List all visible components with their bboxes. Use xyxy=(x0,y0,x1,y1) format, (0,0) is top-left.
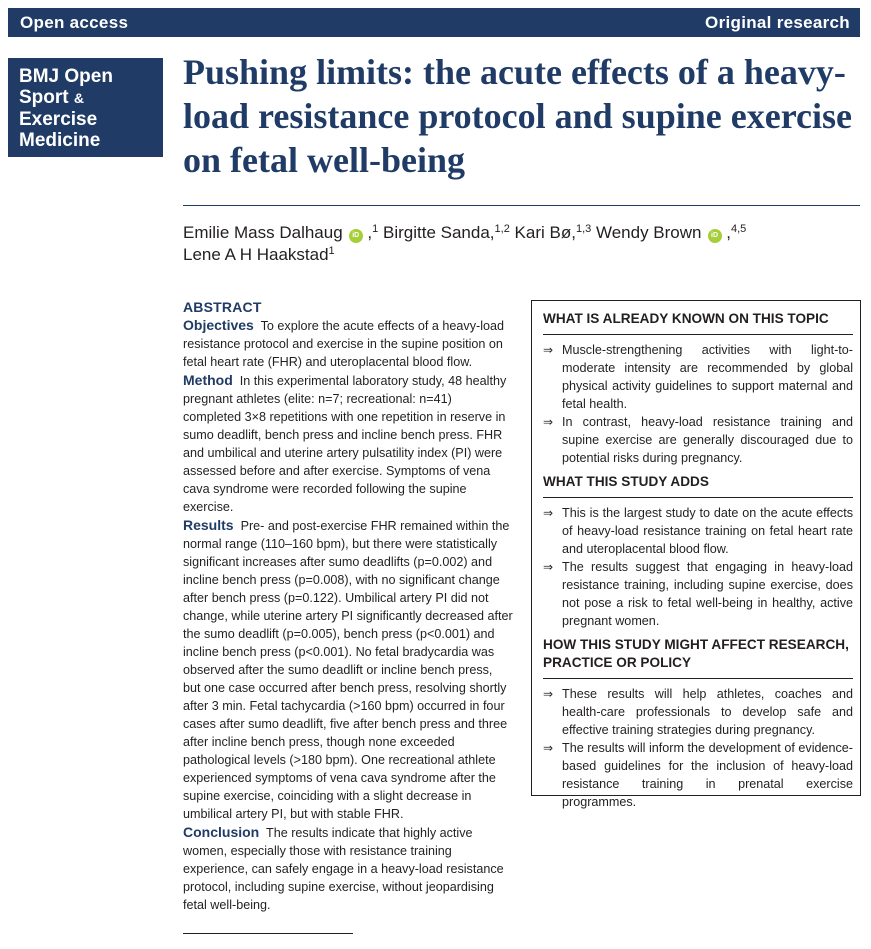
logo-line-3: Exercise xyxy=(19,109,98,130)
list-item: ⇒ The results will inform the development of evidence-based guidelines for the inclusion of heavy-load resistance training in prenatal exercise programmes. xyxy=(543,741,853,809)
abstract-section xyxy=(183,516,513,823)
abstract-section-text: To explore the acute effects of a heavy-load resistance protocol and exercise in the supine position on fetal heart rate (FHR) and uteroplacental blood flow. xyxy=(183,319,505,369)
arrow-icon: ⇒ xyxy=(543,687,554,701)
author-affiliation: 1 xyxy=(328,245,335,257)
arrow-icon: ⇒ xyxy=(543,343,554,357)
author-affiliation: 4,5 xyxy=(730,223,747,235)
journal-logo xyxy=(8,58,163,157)
section-divider xyxy=(543,497,853,498)
key-messages-box xyxy=(531,300,861,809)
abstract-section-text: In this experimental laboratory study, 48 healthy pregnant athletes (elite: n=7; recreational: n=41) completed 3×8 repetitions with one repetition in reserve in sumo deadlift, bench press and incline bench press. FHR and umbilical and uterine artery pulsatility index (PI) were assessed before and after exercise. Symptoms of vena cava syndrome were recorded following the supine exercise. xyxy=(183,374,507,514)
author-name: Lene A H Haakstad xyxy=(183,245,329,264)
key-messages-section xyxy=(543,310,853,467)
abstract xyxy=(183,298,513,914)
author-name: Wendy Brown xyxy=(595,223,702,242)
key-messages-heading: WHAT IS ALREADY KNOWN ON THIS TOPIC xyxy=(543,311,829,326)
section-divider xyxy=(543,678,853,679)
author-line-1: Emilie Mass Dalhaug iD ,$^1$ Birgitte Sanda,$^{1,2}$ Kari Bø,$^{1,3}$ Wendy Brown iD ,$^{4,5}$ xyxy=(183,223,747,242)
abstract-section-text: Pre- and post-exercise FHR remained within the normal range (110–160 bpm), but there were statistically significant increases after sumo deadlifts (p=0.002) and incline bench press (p=0.008), with no significant change after bench press (p=0.122). Umbilical artery PI did not change, while uterine artery PI significantly decreased after the sumo deadlift (p=0.005), bench press (p<0.001) and incline bench press (p<0.001). No fetal bradycardia was observed after the sumo deadlift or incline bench press, but one case occurred after bench press, resolving shortly after 3 min. Fetal tachycardia (>160 bpm) occurred in four cases after sumo deadlift, five after bench press and three after incline bench press, though none exceeded pathological levels (>180 bpm). One recreational athlete experienced symptoms of vena cava syndrome after the supine exercise, coinciding with a slight decrease in umbilical artery PI, but with stable FHR. xyxy=(183,519,513,821)
author-name: Emilie Mass Dalhaug xyxy=(183,223,343,242)
logo-line-4: Medicine xyxy=(19,130,101,151)
author-line-2 xyxy=(183,244,863,266)
orcid-icon[interactable]: iD xyxy=(349,229,363,243)
header-bar xyxy=(8,8,860,37)
abstract-section-label: Method xyxy=(183,372,233,388)
abstract-heading: ABSTRACT xyxy=(183,299,262,315)
abstract-section xyxy=(183,371,513,516)
arrow-icon: ⇒ xyxy=(543,506,554,520)
orcid-icon[interactable]: iD xyxy=(708,229,722,243)
author-affiliation: 1,2 xyxy=(494,223,510,235)
abstract-section xyxy=(183,316,513,371)
list-item: ⇒ Muscle-strengthening activities with light-to-moderate intensity are recommended by global physical activity guidelines to support maternal and fetal health. xyxy=(543,343,853,411)
section-divider xyxy=(543,334,853,335)
key-messages-heading: WHAT THIS STUDY ADDS xyxy=(543,474,709,489)
article-title: Pushing limits: the acute effects of a heavy-load resistance protocol and supine exercise on fetal well-being xyxy=(183,52,852,180)
list-item: ⇒ These results will help athletes, coaches and health-care professionals to develop safe and effective training strategies during pregnancy. xyxy=(543,687,853,737)
list-item: ⇒ This is the largest study to date on the acute effects of heavy-load resistance training on fetal heart rate and uteroplacental blood flow. xyxy=(543,506,853,556)
author-name: Birgitte Sanda, xyxy=(383,223,495,242)
logo-line-1: BMJ Open xyxy=(19,66,113,87)
abstract-section xyxy=(183,823,513,914)
author-list xyxy=(183,222,863,266)
list-item: ⇒ The results suggest that engaging in heavy-load resistance training, including supine exercise, does not pose a risk to fetal well-being in healthy, active pregnant women. xyxy=(543,560,853,628)
open-access-label: Open access xyxy=(20,13,129,32)
author-affiliation: 1 xyxy=(372,223,379,235)
list-item: ⇒ In contrast, heavy-load resistance training and supine exercise are generally discouraged due to potential risks during pregnancy. xyxy=(543,415,853,465)
logo-line-2: Sport & xyxy=(19,87,85,108)
abstract-section-text: The results indicate that highly active women, especially those with resistance training experience, can safely engage in a heavy-load resistance protocol, including supine exercise, without jeopardising fetal well-being. xyxy=(183,826,504,912)
author-name: Kari Bø, xyxy=(514,223,576,242)
abstract-section-label: Conclusion xyxy=(183,824,260,840)
author-affiliation: 1,3 xyxy=(575,223,592,235)
title-divider xyxy=(183,205,860,206)
footnote-divider xyxy=(183,933,353,934)
key-messages-section xyxy=(543,636,853,811)
arrow-icon: ⇒ xyxy=(543,741,554,755)
arrow-icon: ⇒ xyxy=(543,415,554,429)
article-type-label: Original research xyxy=(705,13,850,32)
key-messages-section xyxy=(543,473,853,630)
abstract-section-label: Results xyxy=(183,517,234,533)
arrow-icon: ⇒ xyxy=(543,560,554,574)
key-messages-heading: HOW THIS STUDY MIGHT AFFECT RESEARCH, PRACTICE OR POLICY xyxy=(543,637,849,670)
abstract-section-label: Objectives xyxy=(183,317,254,333)
